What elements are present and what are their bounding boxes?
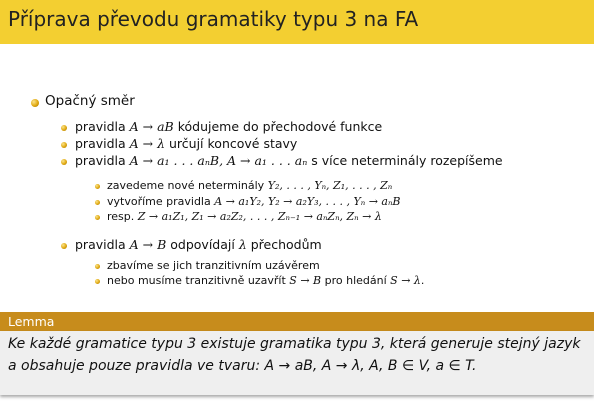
bullet-icon [95,215,100,220]
section-heading: Opačný směr [45,93,135,109]
bullet-icon [61,125,67,131]
rule-item: pravidla A → B odpovídají λ přechodům [75,237,322,252]
lemma-header [0,312,594,331]
bullet-icon [61,142,67,148]
rule-item: pravidla A → aB kódujeme do přechodové funkce [75,119,383,134]
bullet-icon [31,99,39,107]
bullet-icon [95,279,100,284]
lemma-text-line-2: a obsahuje pouze pravidla ve tvaru: A → aB, A → λ, A, B ∈ V, a ∈ T. [8,358,477,374]
sub-item: nebo musíme tranzitivně uzavřít S → B pro hledání S → λ. [107,274,425,287]
lemma-body [0,331,594,395]
sub-item: zavedeme nové neterminály Y₂, . . . , Yₙ, Z₁, . . . , Zₙ [107,179,393,192]
slide-title: Příprava převodu gramatiky typu 3 na FA [8,7,419,31]
lemma-title: Lemma [8,314,55,329]
sub-item: resp. Z → a₁Z₁, Z₁ → a₂Z₂, . . . , Zₙ₋₁ → aₙZₙ, Zₙ → λ [107,210,382,223]
bullet-icon [61,159,67,165]
bullet-icon [61,243,67,249]
sub-item: zbavíme se jich tranzitivním uzávěrem [107,259,320,272]
bullet-icon [95,200,100,205]
bullet-icon [95,264,100,269]
title-bar [0,0,594,44]
rule-item: pravidla A → λ určují koncové stavy [75,136,298,151]
bullet-icon [95,184,100,189]
lemma-text-line-1: Ke každé gramatice typu 3 existuje gramatika typu 3, která generuje stejný jazyk [8,336,581,352]
sub-item: vytvoříme pravidla A → a₁Y₂, Y₂ → a₂Y₃, . . . , Yₙ → aₙB [107,195,401,208]
rule-item: pravidla A → a₁ . . . aₙB, A → a₁ . . . aₙ s více neterminály rozepíšeme [75,153,503,168]
